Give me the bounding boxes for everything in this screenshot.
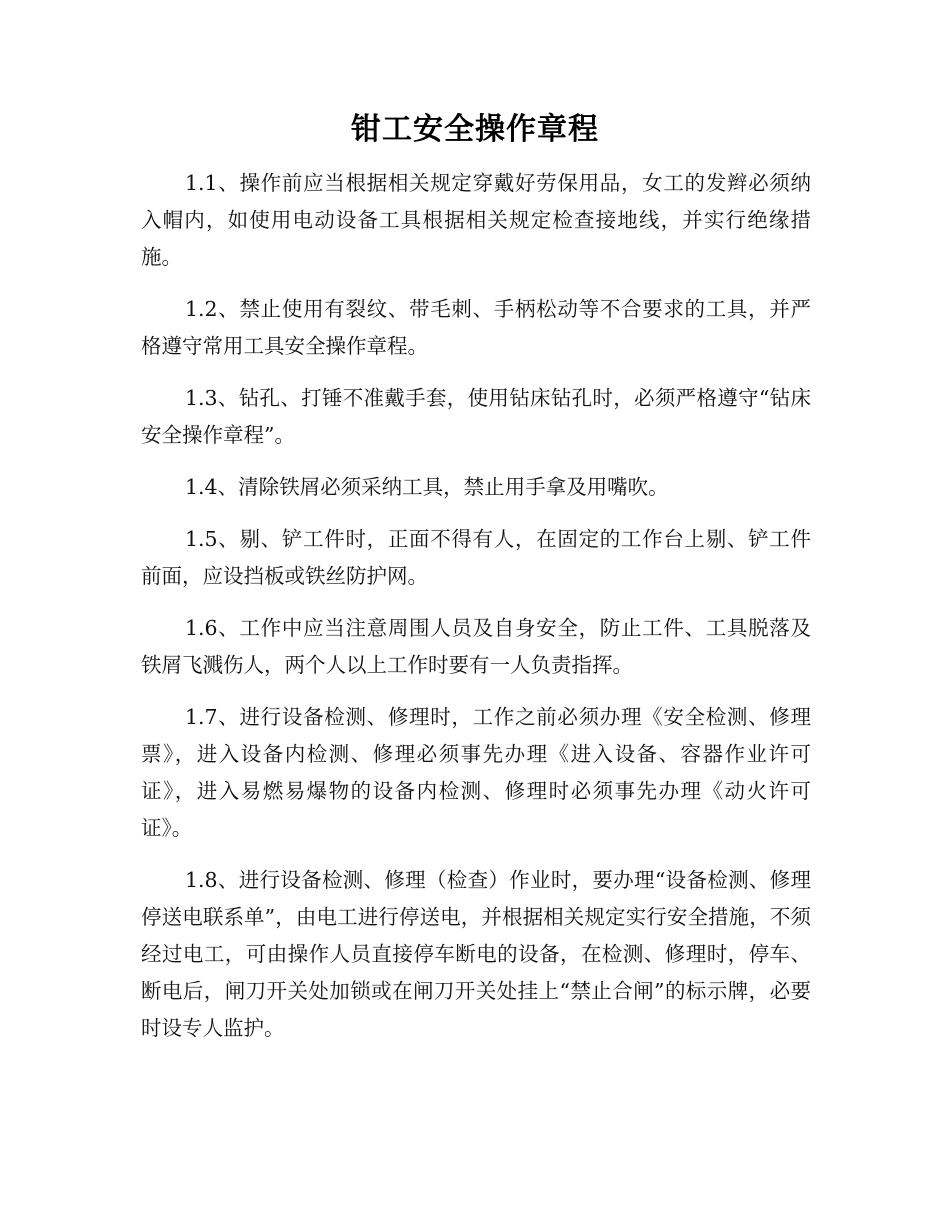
document-title: 钳工安全操作章程 — [351, 112, 599, 147]
paragraph-1-5: 1.5、剔、铲工件时，正面不得有人，在固定的工作台上剔、铲工件前面，应设挡板或铁丝防护网。 — [141, 527, 811, 588]
paragraph-1-3: 1.3、钻孔、打锤不准戴手套，使用钻床钻孔时，必须严格遵守“钻床安全操作章程”。 — [141, 386, 811, 447]
paragraph-1-4: 1.4、清除铁屑必须采纳工具，禁止用手拿及用嘴吹。 — [185, 475, 669, 499]
document-body — [141, 165, 811, 1062]
paragraph-1-8: 1.8、进行设备检测、修理（检查）作业时，要办理“设备检测、修理停送电联系单”，由电工进行停送电，并根据相关规定实行安全措施，不须经过电工，可由操作人员直接停车断电的设备，在检测、修理时，停车、断电后，闸刀开关处加锁或在闸刀开关处挂上“禁止合闸”的标示牌，必要时设专人监护。 — [141, 868, 811, 1040]
paragraph-1-1: 1.1、操作前应当根据相关规定穿戴好劳保用品，女工的发辫必须纳入帽内，如使用电动设备工具根据相关规定检查接地线，并实行绝缘措施。 — [141, 171, 811, 269]
paragraph-1-6: 1.6、工作中应当注意周围人员及自身安全，防止工件、工具脱落及铁屑飞溅伤人，两个人以上工作时要有一人负责指挥。 — [141, 616, 811, 677]
paragraph-1-2: 1.2、禁止使用有裂纹、带毛刺、手柄松动等不合要求的工具，并严格遵守常用工具安全操作章程。 — [141, 297, 811, 358]
paragraph-1-7: 1.7、进行设备检测、修理时，工作之前必须办理《安全检测、修理票》，进入设备内检测、修理必须事先办理《进入设备、容器作业许可证》，进入易燃易爆物的设备内检测、修理时必须事先办理《动火许可证》。 — [141, 705, 811, 840]
